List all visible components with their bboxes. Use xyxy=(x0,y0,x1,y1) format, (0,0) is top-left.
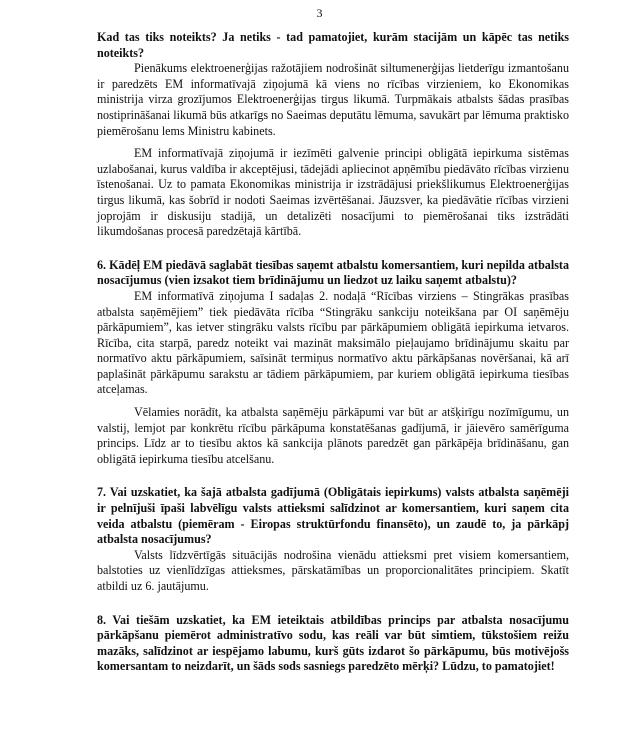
question-heading: 7. Vai uzskatiet, ka šajā atbalsta gadījumā (Obligātais iepirkums) valsts atbalsta saņēmēji ir pelnījuši īpaši labvēlīgu valsts attieksmi salīdzinot ar komersantiem, kuri saņem cita veida atbalstu (piemēram - Eiropas struktūrfondu finansēto), un zaudē to, ja pārkāpj atbalsta nosacījumus? xyxy=(97,485,569,547)
question-heading: Kad tas tiks noteikts? Ja netiks - tad pamatojiet, kurām stacijām un kāpēc tas netiks noteikts? xyxy=(97,30,569,60)
page-number: 3 xyxy=(316,6,323,20)
answer-paragraph: EM informatīvajā ziņojumā ir iezīmēti galvenie principi obligātā iepirkuma sistēmas uzlabošanai, kurus valdība ir akceptējusi, tādejādi apliecinot apņēmību piedāvāto rīcības virzienu īstenošanai. Uz to pamata Ekonomikas ministrija ir izstrādājusi priekšlikumus Elektroenerģijas tirgus likumā, kas šobrīd ir nodoti Saeimas izvērtēšanai. Jāuzsver, ka piedāvātie rīcības virzieni joprojām ir diskusiju stadijā, un detalizēti nosacījumi to piemērošanai tiks izstrādāti likumdošanas procesā paredzētajā kārtībā. xyxy=(97,146,569,239)
document-body xyxy=(97,30,569,675)
answer-paragraph: Pienākums elektroenerģijas ražotājiem nodrošināt siltumenerģijas lietderīgu izmantošanu ir paredzēts EM informatīvajā ziņojumā kā viens no rīcības virzieniem, ko Ekonomikas ministrija virza grozījumos Elektroenerģijas tirgus likumā. Turpmākais atbalsts šādas prasības nostiprināšanai likumā būs atkarīgs no Saeimas deputātu lēmuma, savukārt par lēmuma praktisko piemērošanu lems Ministru kabinets. xyxy=(97,61,569,138)
answer-paragraph: Vēlamies norādīt, ka atbalsta saņēmēju pārkāpumi var būt ar atšķirīgu nozīmīgumu, un valstij, lemjot par konkrētu rīcību pārkāpuma konstatēšanas gadījumā, ir jāievēro samērīguma princips. Līdz ar to tiesību aktos kā sankcija plānots paredzēt gan pārkāpēja brīdināšanu, gan obligātā iepirkuma tiesību atcelšanu. xyxy=(97,405,569,466)
answer-paragraph: EM informatīvā ziņojuma I sadaļas 2. nodaļā “Rīcības virziens – Stingrākas prasības atbalsta saņēmējiem” tiek piedāvāta rīcība “Stingrāku sankciju noteikšana par OI saņēmēju pārkāpumiem”, kas ietver stingrāku valsts rīcību par pārkāpumiem obligātā iepirkuma ietvaros. Rīcība, cita starpā, paredz noteikt vai mazināt maksimālo pieļaujamo brīdinājumu skaitu par normatīvo aktu pārkāpumiem, saīsināt termiņus normatīvo aktu pārkāpšanas novēršanai, kā arī paplašināt pārkāpumu sarakstu ar tādiem pārkāpumiem, par kuriem obligātā iepirkuma tiesības atceļamas. xyxy=(97,288,569,397)
question-heading: 6. Kādēļ EM piedāvā saglabāt tiesības saņemt atbalstu komersantiem, kuri nepilda atbalsta nosacījumus (vien izsakot tiem brīdinājumu un liedzot uz laiku saņemt atbalstu)? xyxy=(97,257,569,288)
answer-paragraph: Valsts līdzvērtīgās situācijās nodrošina vienādu attieksmi pret visiem komersantiem, balstoties uz vienlīdzīgas attieksmes, pārskatāmības un proporcionalitātes principiem. Skatīt atbildi uz 6. jautājumu. xyxy=(97,547,569,593)
question-heading: 8. Vai tiešām uzskatiet, ka EM ieteiktais atbildības princips par atbalsta nosacījumu pārkāpšanu piemērot administratīvo sodu, kas reāli var būt simtiem, tūkstošiem reižu mazāks, salīdzinot ar iespējamo labumu, kurš gūts izdarot šo pārkāpumu, būs motivējošs komersantam to neizdarīt, un šāds sods sasniegs paredzēto mērķi? Lūdzu, to pamatojiet! xyxy=(97,612,569,674)
